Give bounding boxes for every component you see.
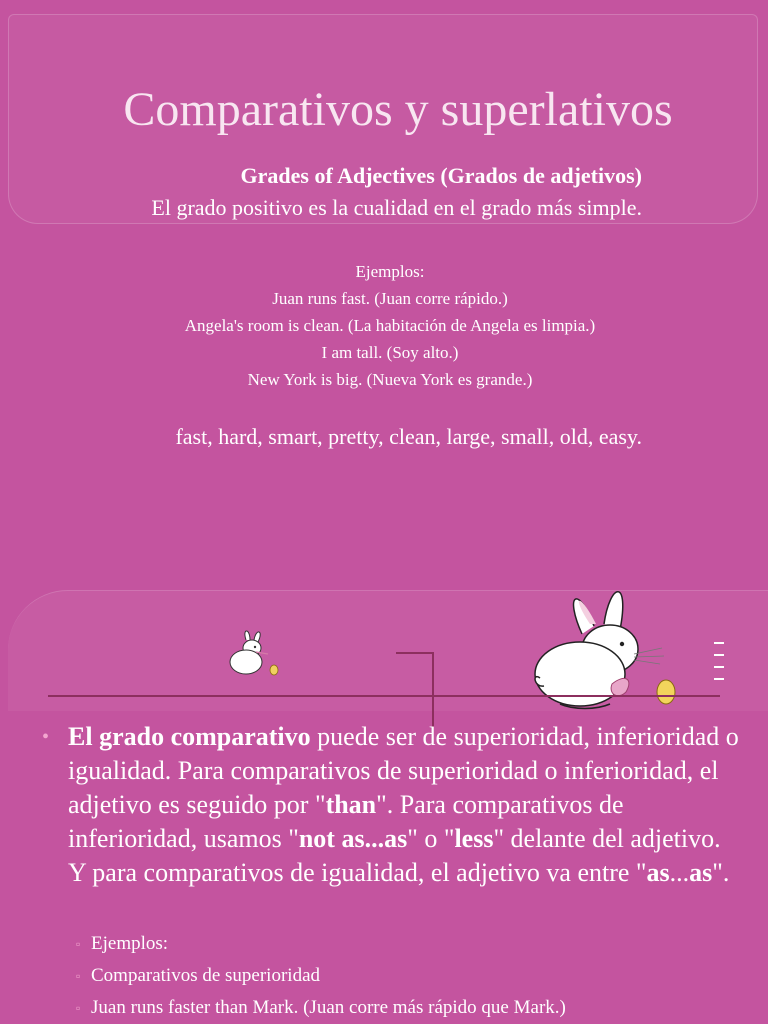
- example-item: I am tall. (Soy alto.): [321, 343, 459, 362]
- sub-bullet-icon: ▫: [76, 937, 81, 951]
- example-item: Juan runs fast. (Juan corre rápido.): [272, 289, 508, 308]
- examples-heading: Ejemplos:: [355, 262, 425, 281]
- decorative-line: [432, 652, 434, 727]
- easter-egg-icon: [270, 665, 278, 675]
- list-item: ▫ Comparativos de superioridad: [76, 960, 756, 992]
- bunny-illustration-icon: [226, 626, 286, 678]
- slide-2: [0, 562, 768, 1024]
- adjective-list: fast, hard, smart, pretty, clean, large, small, old, easy.: [175, 424, 642, 449]
- examples-list: [140, 258, 640, 393]
- bullet-icon: •: [42, 726, 50, 748]
- easter-egg-icon: [657, 680, 675, 704]
- list-item: ▫ Juan runs faster than Mark. (Juan corre más rápido que Mark.): [76, 992, 756, 1024]
- example-item: New York is big. (Nueva York es grande.): [247, 370, 533, 389]
- decorative-dashes: [712, 638, 726, 698]
- bunny-illustration-icon: [530, 574, 700, 714]
- sub-bullet-icon: ▫: [76, 969, 81, 983]
- sub-bullet-icon: ▫: [76, 1001, 81, 1015]
- list-item: ▫ Ejemplos:: [76, 928, 756, 960]
- comparative-description: El grado comparativo puede ser de superioridad, inferioridad o igualidad. Para comparativos de superioridad o inferioridad, el adjetivo es seguido por "than". Para comparativos de inferioridad, usamos "not as...as" o "less" delante del adjetivo. Y para comparativos de igualidad, el adjetivo va entre "as...as".: [68, 722, 739, 887]
- section-subtitle: Grades of Adjectives (Grados de adjetivos): [240, 163, 642, 188]
- decorative-line: [396, 652, 434, 654]
- slide-title: Comparativos y superlativos: [123, 83, 673, 136]
- example-item: Angela's room is clean. (La habitación de Angela es limpia.): [184, 316, 596, 335]
- sub-bullet-list: [76, 928, 756, 1024]
- positive-grade-description: El grado positivo es la cualidad en el grado más simple.: [151, 195, 642, 220]
- comparative-bullet: [42, 720, 742, 890]
- header-divider: [48, 695, 720, 697]
